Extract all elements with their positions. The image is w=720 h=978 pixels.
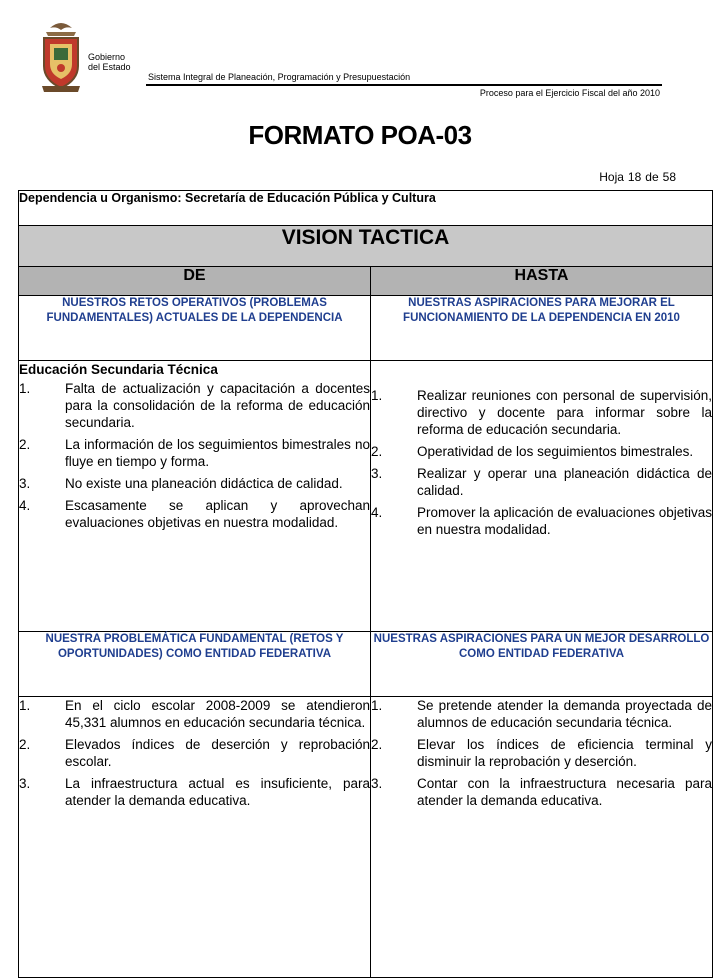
item-number: 3. xyxy=(371,466,383,481)
column-hasta: HASTA xyxy=(371,267,713,296)
list-item xyxy=(19,436,370,470)
section1-left-list xyxy=(19,380,370,531)
section2-right-header: NUESTRAS ASPIRACIONES PARA UN MEJOR DESARROLLO COMO ENTIDAD FEDERATIVA xyxy=(371,632,713,697)
list-item xyxy=(371,736,712,770)
item-number: 2. xyxy=(19,437,31,452)
section1-right-header: NUESTRAS ASPIRACIONES PARA MEJORAR EL FUNCIONAMIENTO DE LA DEPENDENCIA EN 2010 xyxy=(371,296,713,361)
list-item xyxy=(19,736,370,770)
item-number: 1. xyxy=(371,388,383,403)
state-seal-icon xyxy=(36,18,86,96)
section2-left-body xyxy=(19,697,371,978)
vision-heading: VISION TACTICA xyxy=(19,226,713,267)
item-text: Escasamente se aplican y aprovechan evaluaciones objetivas en nuestra modalidad. xyxy=(65,498,370,530)
item-text: La infraestructura actual es insuficiente, para atender la demanda educativa. xyxy=(65,776,370,808)
item-number: 3. xyxy=(19,776,31,791)
hoja-total: 58 xyxy=(662,170,676,184)
gobierno-label xyxy=(88,52,131,72)
item-number: 1. xyxy=(19,698,31,713)
list-item xyxy=(371,465,712,499)
list-item xyxy=(19,697,370,731)
section2-left-list xyxy=(19,697,370,809)
list-item xyxy=(371,697,712,731)
item-text: En el ciclo escolar 2008-2009 se atendieron 45,331 alumnos en educación secundaria técnica. xyxy=(65,698,370,730)
page-counter xyxy=(595,170,676,184)
section2-right-body xyxy=(371,697,713,978)
item-text: Operatividad de los seguimientos bimestrales. xyxy=(417,444,694,459)
item-number: 2. xyxy=(19,737,31,752)
hoja-de: de xyxy=(645,170,659,184)
list-item xyxy=(371,504,712,538)
proceso-label: Proceso para el Ejercicio Fiscal del año 2010 xyxy=(479,88,660,98)
hoja-label: Hoja xyxy=(599,170,624,184)
column-de: DE xyxy=(19,267,371,296)
item-text: Se pretende atender la demanda proyectada de alumnos de educación secundaria técnica. xyxy=(417,698,713,730)
item-number: 2. xyxy=(371,737,383,752)
item-number: 1. xyxy=(371,698,383,713)
item-text: Realizar y operar una planeación didáctica de calidad. xyxy=(417,466,713,498)
section1-right-list xyxy=(371,387,712,538)
sistema-label: Sistema Integral de Planeación, Programación y Presupuestación xyxy=(148,72,411,82)
item-number: 4. xyxy=(371,505,383,520)
section2-right-list xyxy=(371,697,712,809)
section1-left-header: NUESTROS RETOS OPERATIVOS (PROBLEMAS FUNDAMENTALES) ACTUALES DE LA DEPENDENCIA xyxy=(19,296,371,361)
vision-table xyxy=(18,190,713,978)
item-number: 2. xyxy=(371,444,383,459)
item-text: Realizar reuniones con personal de supervisión, directivo y docente para informar sobre la reforma de educación secundaria. xyxy=(417,388,713,437)
item-number: 3. xyxy=(371,776,383,791)
item-text: Elevar los índices de eficiencia terminal y disminuir la reprobación y deserción. xyxy=(417,737,713,769)
item-text: Promover la aplicación de evaluaciones objetivas en nuestra modalidad. xyxy=(417,505,713,537)
item-number: 4. xyxy=(19,498,31,513)
dependencia-cell: Dependencia u Organismo: Secretaría de Educación Pública y Cultura xyxy=(19,191,713,226)
section2-left-header: NUESTRA PROBLEMÁTICA FUNDAMENTAL (RETOS Y OPORTUNIDADES) COMO ENTIDAD FEDERATIVA xyxy=(19,632,371,697)
list-item xyxy=(371,775,712,809)
list-item xyxy=(19,497,370,531)
page-header xyxy=(0,0,720,110)
section1-right-body xyxy=(371,361,713,632)
list-item xyxy=(19,775,370,809)
header-rule xyxy=(146,84,662,86)
page-title: FORMATO POA-03 xyxy=(248,120,472,150)
list-item xyxy=(371,387,712,438)
list-item xyxy=(19,475,370,492)
section1-left-title: Educación Secundaria Técnica xyxy=(19,362,218,377)
item-text: Falta de actualización y capacitación a docentes para la consolidación de la reforma de educación secundaria. xyxy=(65,381,370,430)
gobierno-line2: del Estado xyxy=(88,62,131,72)
item-text: Contar con la infraestructura necesaria para atender la demanda educativa. xyxy=(417,776,713,808)
item-text: No existe una planeación didáctica de calidad. xyxy=(65,476,343,491)
hoja-current: 18 xyxy=(627,170,642,184)
list-item xyxy=(371,443,712,460)
gobierno-line1: Gobierno xyxy=(88,52,126,62)
item-text: Elevados índices de deserción y reprobación escolar. xyxy=(65,737,370,769)
list-item xyxy=(19,380,370,431)
item-text: La información de los seguimientos bimestrales no fluye en tiempo y forma. xyxy=(65,437,370,469)
item-number: 3. xyxy=(19,476,31,491)
item-number: 1. xyxy=(19,381,31,396)
section1-left-body xyxy=(19,361,371,632)
